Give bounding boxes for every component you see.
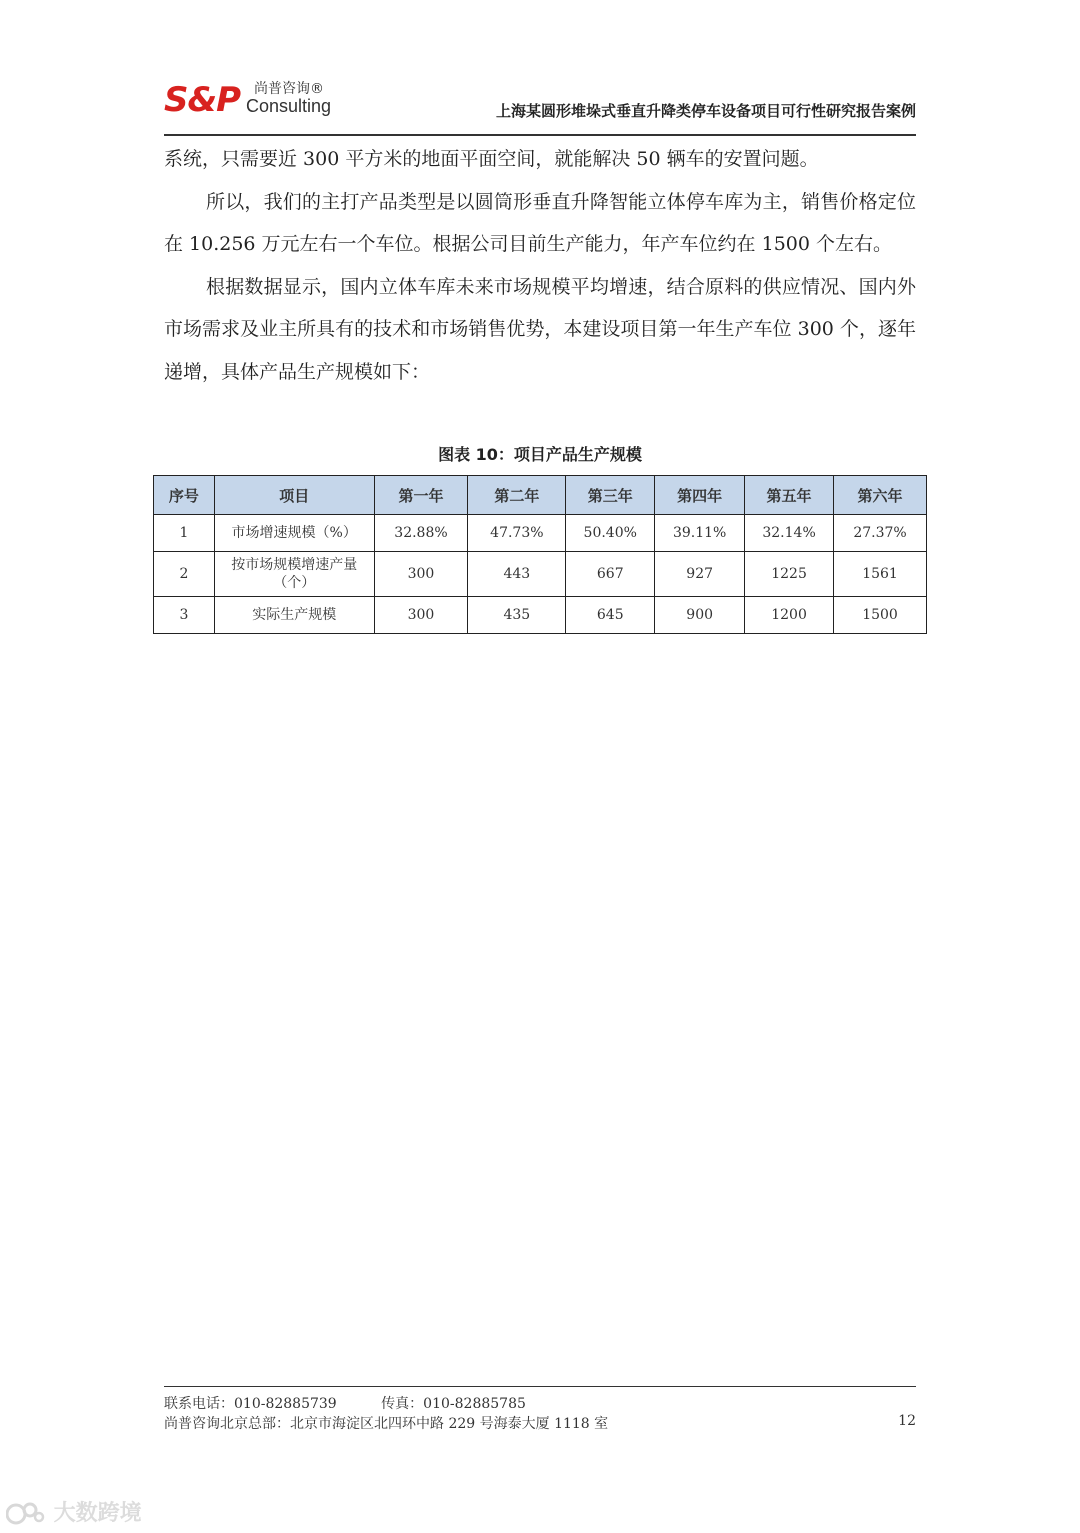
- footer-phone: 联系电话：010-82885739: [164, 1396, 337, 1412]
- logo-chinese-name: 尚普咨询®: [254, 81, 324, 97]
- table-cell: 实际生产规模: [214, 597, 374, 634]
- table-cell: 1: [154, 515, 215, 552]
- table-cell: 1200: [745, 597, 834, 634]
- header-cell: 第六年: [834, 476, 927, 515]
- table-cell: 47.73%: [468, 515, 566, 552]
- table-cell: 1225: [745, 552, 834, 597]
- table-cell: 50.40%: [566, 515, 655, 552]
- company-logo: [164, 80, 334, 124]
- logo-mark: S&P: [164, 80, 241, 120]
- table-row: [154, 552, 927, 597]
- table-cell: 按市场规模增速产量（个）: [214, 552, 374, 597]
- table-cell: 900: [655, 597, 745, 634]
- table-cell: 3: [154, 597, 215, 634]
- page-footer: [164, 1386, 916, 1435]
- table-cell: 39.11%: [655, 515, 745, 552]
- table-cell: 1561: [834, 552, 927, 597]
- footer-fax: 传真：010-82885785: [381, 1396, 526, 1412]
- table-cell: 1500: [834, 597, 927, 634]
- body-text: [164, 138, 916, 393]
- header-cell: 序号: [154, 476, 215, 515]
- footer-contact: [164, 1393, 916, 1413]
- table-cell: 927: [655, 552, 745, 597]
- logo-english-name: Consulting: [246, 96, 332, 116]
- header-cell: 第一年: [374, 476, 468, 515]
- table-header-row: [154, 476, 927, 515]
- table-row: [154, 515, 927, 552]
- header-cell: 项目: [214, 476, 374, 515]
- page-header: [164, 74, 916, 136]
- table-cell: 2: [154, 552, 215, 597]
- paragraph-1: 系统，只需要近 300 平方米的地面平面空间，就能解决 50 辆车的安置问题。: [164, 148, 819, 170]
- table-cell: 645: [566, 597, 655, 634]
- table-cell: 市场增速规模（%）: [214, 515, 374, 552]
- header-cell: 第四年: [655, 476, 745, 515]
- production-scale-table: [153, 475, 927, 634]
- table-cell: 300: [374, 597, 468, 634]
- watermark: [6, 1496, 142, 1526]
- table-cell: 435: [468, 597, 566, 634]
- header-cell: 第三年: [566, 476, 655, 515]
- table-caption: 图表 10：项目产品生产规模: [438, 445, 642, 464]
- table-cell: 32.14%: [745, 515, 834, 552]
- footer-address-line: [164, 1413, 916, 1435]
- page-number: 12: [898, 1413, 916, 1429]
- footer-address: 尚普咨询北京总部：北京市海淀区北四环中路 229 号海泰大厦 1118 室: [164, 1416, 609, 1432]
- header-cell: 第五年: [745, 476, 834, 515]
- header-cell: 第二年: [468, 476, 566, 515]
- paragraph-3: 根据数据显示，国内立体车库未来市场规模平均增速，结合原料的供应情况、国内外市场需求及业主所具有的技术和市场销售优势，本建设项目第一年生产车位 300 个，逐年递增，具体产品生产规模如下：: [164, 275, 916, 383]
- table-cell: 667: [566, 552, 655, 597]
- table-row: [154, 597, 927, 634]
- paragraph-2: 所以，我们的主打产品类型是以圆筒形垂直升降智能立体停车库为主，销售价格定位在 10.256 万元左右一个车位。根据公司目前生产能力，年产车位约在 1500 个左右。: [164, 190, 916, 255]
- table-cell: 27.37%: [834, 515, 927, 552]
- table-cell: 32.88%: [374, 515, 468, 552]
- table-cell: 443: [468, 552, 566, 597]
- report-title: 上海某圆形堆垛式垂直升降类停车设备项目可行性研究报告案例: [495, 102, 916, 120]
- watermark-logo-icon: [6, 1501, 46, 1527]
- table-cell: 300: [374, 552, 468, 597]
- watermark-text: 大数跨境: [53, 1501, 142, 1526]
